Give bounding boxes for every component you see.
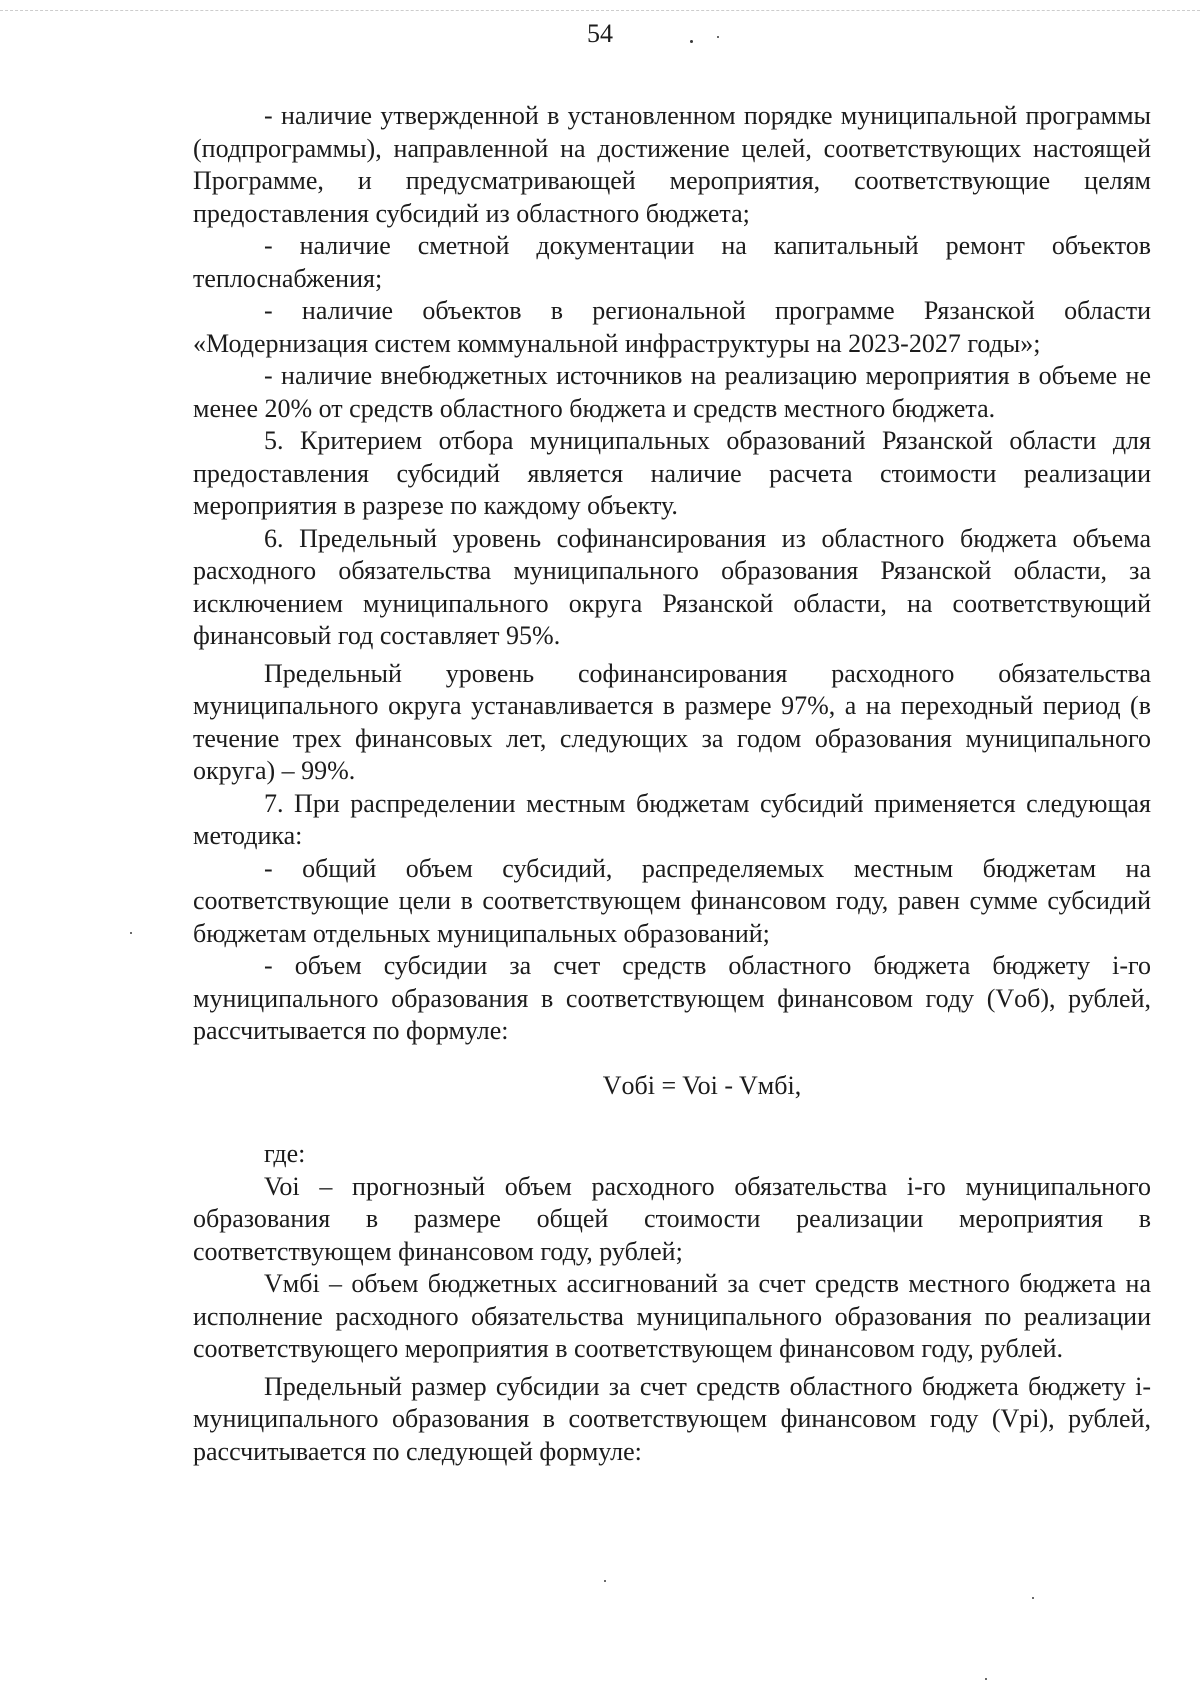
formula: Vобi = Voi - Vмбi,	[602, 1070, 802, 1100]
scan-speck	[690, 40, 693, 43]
paragraph: Vмбi – объем бюджетных ассигнований за счет средств местного бюджета на исполнение расходного обязательства муниципального образования по реализации соответствующего мероприятия в соответствующем финансовом году, рублей.	[193, 1269, 1151, 1363]
paragraph: 7. При распределении местным бюджетам субсидий применяется следующая методика:	[193, 788, 1151, 850]
scan-speck	[985, 1678, 987, 1680]
scan-speck	[130, 932, 132, 934]
document-body	[193, 100, 1151, 1468]
paragraph: - наличие объектов в региональной программе Рязанской области «Модернизация систем коммунальной инфраструктуры на 2023-2027 годы»;	[193, 296, 1151, 358]
scan-speck	[604, 1580, 606, 1582]
scan-edge-artifact	[0, 10, 1200, 17]
paragraph: 6. Предельный уровень софинансирования из областного бюджета объема расходного обязательства муниципального образования Рязанской области, за исключением муниципального округа Рязанской области, на соответствующий финансовый год составляет 95%.	[193, 523, 1151, 650]
paragraph: - объем субсидии за счет средств областного бюджета бюджету i-го муниципального образования в соответствующем финансовом году (Vоб), рублей, рассчитывается по формуле:	[193, 951, 1151, 1045]
paragraph: - наличие сметной документации на капитальный ремонт объектов теплоснабжения;	[193, 231, 1151, 293]
scan-speck	[717, 36, 719, 38]
paragraph: - наличие внебюджетных источников на реализацию мероприятия в объеме не менее 20% от средств областного бюджета и средств местного бюджета.	[193, 361, 1151, 423]
paragraph: 5. Критерием отбора муниципальных образований Рязанской области для предоставления субсидий является наличие расчета стоимости реализации мероприятия в разрезе по каждому объекту.	[193, 426, 1151, 520]
paragraph: - общий объем субсидий, распределяемых местным бюджетам на соответствующие цели в соответствующем финансовом году, равен сумме субсидий бюджетам отдельных муниципальных образований;	[193, 853, 1151, 948]
paragraph: Предельный размер субсидии за счет средств областного бюджета бюджету i-муниципального образования в соответствующем финансовом году (Vpi), рублей, рассчитывается по следующей формуле:	[193, 1371, 1151, 1466]
paragraph: Voi – прогнозный объем расходного обязательства i-го муниципального образования в размере общей стоимости реализации мероприятия в соответствующем финансовом году, рублей;	[193, 1171, 1151, 1266]
paragraph: Предельный уровень софинансирования расходного обязательства муниципального округа устанавливается в размере 97%, а на переходный период (в течение трех финансовых лет, следующих за годом образования муниципального округа) – 99%.	[193, 658, 1151, 785]
scan-speck	[1032, 1597, 1034, 1599]
page-number: 54	[587, 19, 613, 48]
paragraph: где:	[264, 1139, 306, 1168]
paragraph: - наличие утвержденной в установленном порядке муниципальной программы (подпрограммы), направленной на достижение целей, соответствующих настоящей Программе, и предусматривающей мероприятия, соответствующие целям предоставления субсидий из областного бюджета;	[193, 101, 1151, 228]
